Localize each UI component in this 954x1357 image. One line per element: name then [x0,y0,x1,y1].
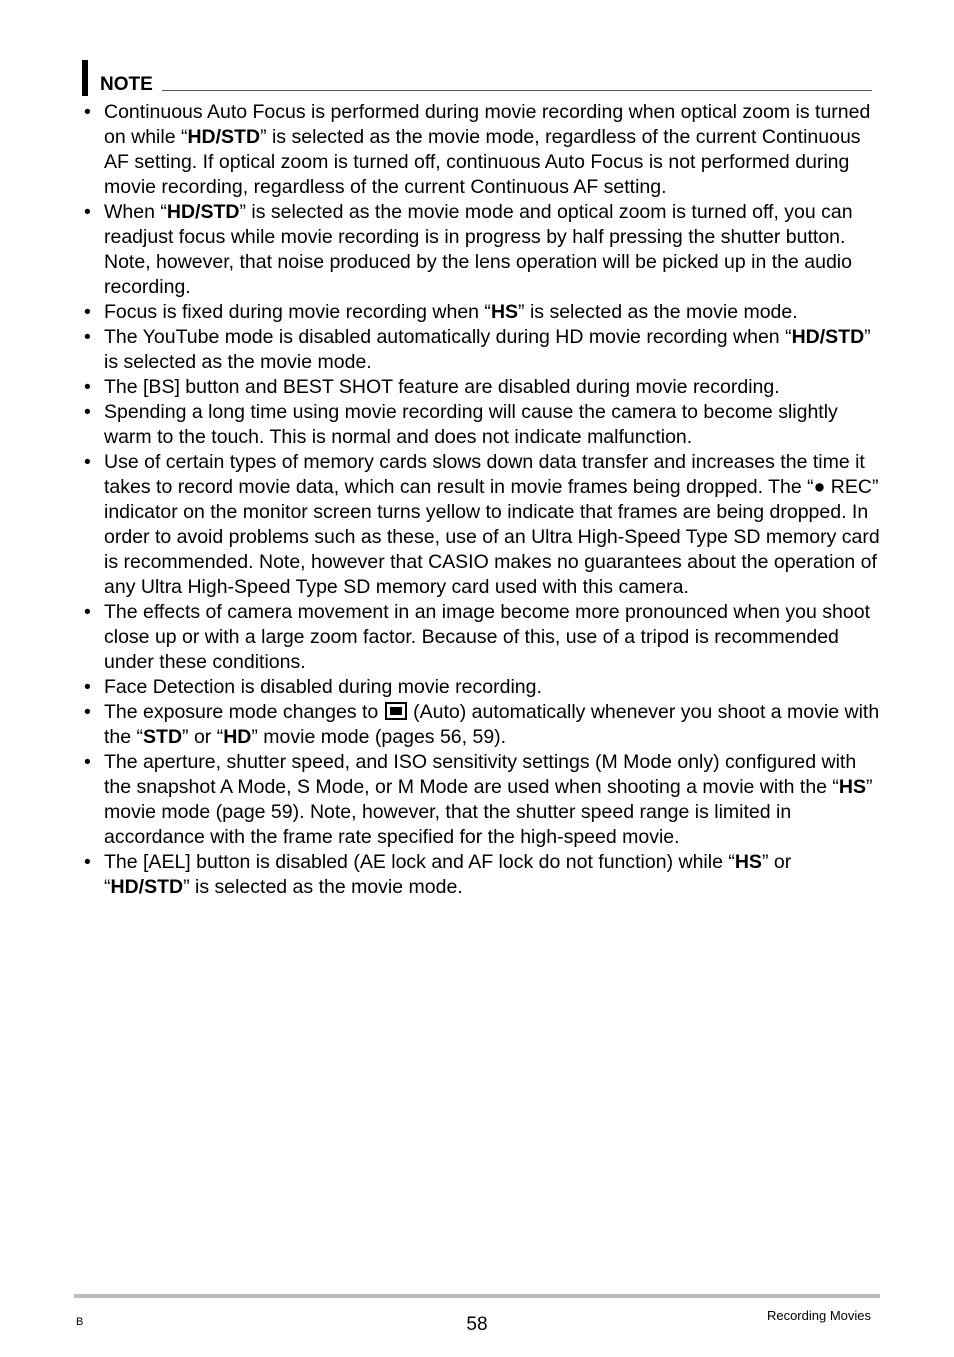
note-bullet-item [82,675,882,700]
text-run: ” is selected as the movie mode. [518,301,798,323]
text-run: ” movie mode (page 59). Note, however, that the shutter speed range is limited in accordance with the frame rate specified for the high-speed movie. [104,776,873,848]
note-bullet-item [82,325,882,375]
bold-term: HD/STD [791,326,865,348]
bullet-text [104,100,882,200]
text-run: The YouTube mode is disabled automatically during HD movie recording when “ [104,326,792,348]
footer-rule [74,1294,880,1298]
bold-term: HD/STD [110,876,184,898]
bullet-marker: • [84,751,91,773]
bold-term: HD [223,726,252,748]
bullet-text [104,675,882,700]
text-run: The effects of camera movement in an image become more pronounced when you shoot close up or with a large zoom factor. Because of this, use of a tripod is recommended under these conditions. [104,601,870,673]
page-number: 58 [466,1314,488,1335]
text-run: Spending a long time using movie recording will cause the camera to become slightly warm to the touch. This is normal and does not indicate malfunction. [104,401,838,448]
bullet-marker: • [84,101,91,123]
text-run: Continuous Auto Focus is performed during movie recording when optical zoom is turned on while “ [104,101,871,148]
note-bullet-item [82,100,882,200]
note-rule [162,90,872,91]
text-run: When “ [104,201,167,223]
bullet-marker: • [84,451,91,473]
bullet-text [104,375,882,400]
text-run: ” is selected as the movie mode and optical zoom is turned off, you can readjust focus while movie recording is in progress by half pressing the shutter button. Note, however, that noise produced by the lens operation will be picked up in the audio recording. [104,201,853,298]
text-run: ” is selected as the movie mode, regardless of the current Continuous AF setting. If optical zoom is turned off, continuous Auto Focus is not performed during movie recording, regardless of the current Continuous AF setting. [104,126,861,198]
bullet-text [104,300,882,325]
text-run: The aperture, shutter speed, and ISO sensitivity settings (M Mode only) configured with the snapshot A Mode, S Mode, or M Mode are used when shooting a movie with the “ [104,751,857,798]
bullet-marker: • [84,201,91,223]
note-bullet-item [82,300,882,325]
bold-term: HD/STD [166,201,240,223]
bullet-text [104,600,882,675]
text-run: ” movie mode (pages 56, 59). [251,726,507,748]
text-run: Use of certain types of memory cards slows down data transfer and increases the time it takes to record movie data, which can result in movie frames being dropped. The “● REC” indicator on the monitor screen turns yellow to indicate that frames are being dropped. In order to avoid problems such as these, use of an Ultra High-Speed Type SD memory card is recommended. Note, however that CASIO makes no guarantees about the operation of any Ultra High-Speed Type SD memory card used with this camera. [104,451,880,598]
bullet-text [104,450,882,600]
bullet-marker: • [84,676,91,698]
note-header [82,60,872,96]
bullet-marker: • [84,601,91,623]
note-bullet-item [82,450,882,600]
note-bullet-item [82,375,882,400]
bold-term: HD/STD [187,126,261,148]
note-bullet-item [82,700,882,750]
bullet-marker: • [84,301,91,323]
note-bullet-item [82,400,882,450]
text-run: The [BS] button and BEST SHOT feature are disabled during movie recording. [104,376,780,398]
text-run: ” or “ [182,726,224,748]
footer-language-code: B [76,1316,84,1328]
note-bullet-item [82,600,882,675]
bullet-marker: • [84,401,91,423]
bullet-text [104,400,882,450]
note-bullet-list [82,100,882,900]
note-bullet-item [82,200,882,300]
bullet-text [104,325,882,375]
footer-section-title: Recording Movies [766,1308,871,1323]
text-run: ” is selected as the movie mode. [183,876,463,898]
note-bullet-item [82,850,882,900]
text-run: ” is selected as the movie mode. [104,326,871,373]
note-bullet-item [82,750,882,850]
text-run: The [AEL] button is disabled (AE lock and AF lock do not function) while “ [104,851,735,873]
bullet-marker: • [84,851,91,873]
bullet-text [104,200,882,300]
text-run: The exposure mode changes to [104,701,384,723]
text-run: Face Detection is disabled during movie recording. [104,676,542,698]
text-run: ” or “ [104,851,792,898]
bold-term: HS [734,851,762,873]
bullet-marker: • [84,701,91,723]
bullet-text [104,750,882,850]
bullet-marker: • [84,326,91,348]
bold-term: HS [838,776,867,798]
bold-term: STD [143,726,183,748]
text-run: (Auto) automatically whenever you shoot a movie with the “ [104,701,880,748]
bullet-text [104,700,882,750]
bullet-marker: • [84,376,91,398]
note-bar [82,60,88,96]
bullet-text [104,850,882,900]
auto-mode-icon [385,702,407,720]
note-title: NOTE [100,74,153,95]
bold-term: HS [490,301,519,323]
text-run: Focus is fixed during movie recording when “ [104,301,491,323]
